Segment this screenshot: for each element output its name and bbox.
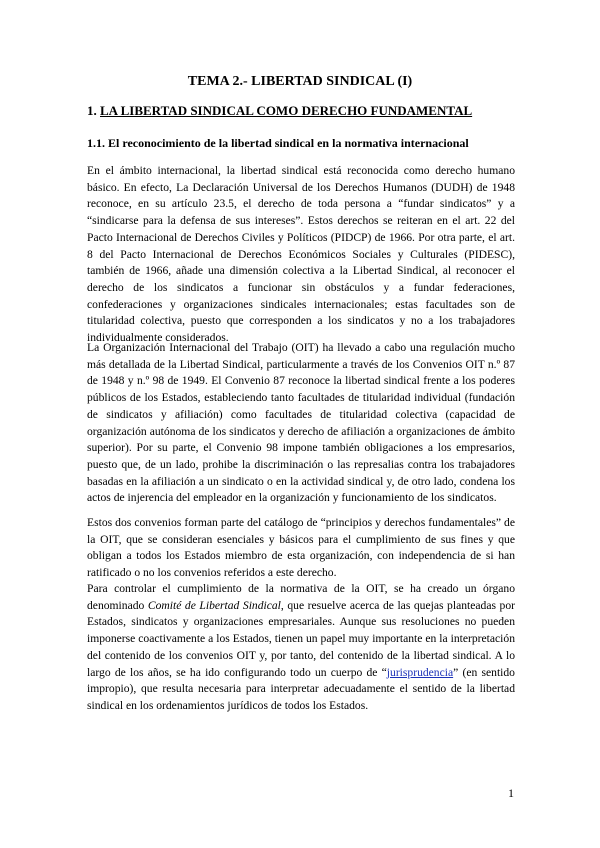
subsection-heading: 1.1. El reconocimiento de la libertad sindical en la normativa internacional [87,136,469,150]
paragraph-3: Estos dos convenios forman parte del catálogo de “principios y derechos fundamentales” de la OIT, que se consideran esenciales y básicos para el cumplimiento de sus fines y que obligan a todos los Estados miembro de esta organización, con independencia de si han ratificado o no los convenios referidos a este derecho. [87,516,515,580]
document-title: TEMA 2.- LIBERTAD SINDICAL (I) [187,74,413,89]
section-title: LA LIBERTAD SINDICAL COMO DERECHO FUNDAMENTAL [100,103,473,118]
page-number: 1 [508,786,514,800]
section-number: 1. [87,103,97,118]
paragraph-1: En el ámbito internacional, la libertad sindical está reconocida como derecho humano básico. En efecto, La Declaración Universal de los Derechos Humanos (DUDH) de 1948 reconoce, en su artículo 23.5, el derecho de toda persona a “fundar sindicatos” y a “sindicarse para la defensa de sus intereses”. Estos derechos se reiteran en el art. 22 del Pacto Internacional de Derechos Civiles y Políticos (PIDCP) de 1966. Por otra parte, el art. 8 del Pacto Internacional de Derechos Económicos Sociales y Culturales (PIDESC), también de 1966, añade una dimensión colectiva a la Libertad Sindical, al reconocer el derecho de los sindicatos a funcionar sin obstáculos y a fundar federaciones, confederaciones y organizaciones sindicales internacionales; estas facultades son de titularidad colectiva, puesto que corresponden a los sindicatos y no a los trabajadores individualmente considerados. [87,164,515,345]
committee-name: Comité de Libertad Sindical [147,598,281,612]
paragraph-4-text-1: Para controlar el cumplimiento de la normativa de la OIT, se ha creado un órgano denominado [87,582,515,612]
section-heading [87,103,472,119]
paragraph-4 [87,581,515,715]
paragraph-2: La Organización Internacional del Trabajo (OIT) ha llevado a cabo una regulación mucho más detallada de la Libertad Sindical, particularmente a través de los Convenios OIT n.º 87 de 1948 y n.º 98 de 1949. El Convenio 87 reconoce la libertad sindical frente a los poderes públicos de los Estados, estableciendo tanto facultades de titularidad individual (fundación de sindicatos y afiliación) como facultades de titularidad colectiva (capacidad de organización autónoma de los sindicatos y derecho de afiliación a organizaciones de ámbito superior). Por su parte, el Convenio 98 impone también obligaciones a los empresarios, puesto que, de un lado, prohibe la discriminación o las represalias contra los trabajadores basadas en la afiliación a un sindicato o en la actividad sindical y, de otro lado, condena los actos de injerencia del empleador en la organización y funcionamiento de los sindicatos. [87,341,515,505]
paragraph-4-text-2: , que resuelve acerca de las quejas planteadas por Estados, sindicatos y organizaciones empresariales. Aunque sus resoluciones no pueden imponerse coactivamente a los Estados, tienen un papel muy importante en la interpretación del contenido de los convenios OIT y, por tanto, del contenido de la libertad sindical. A lo largo de los años, se ha ido configurando todo un cuerpo de “ [87,598,515,679]
paragraph-4-text-3: ” (en sentido impropio), que resulta necesaria para interpretar adecuadamente el sentido de la libertad sindical en los ordenamientos jurídicos de todos los Estados. [87,665,515,712]
jurisprudencia-link[interactable]: jurisprudencia [386,665,454,679]
